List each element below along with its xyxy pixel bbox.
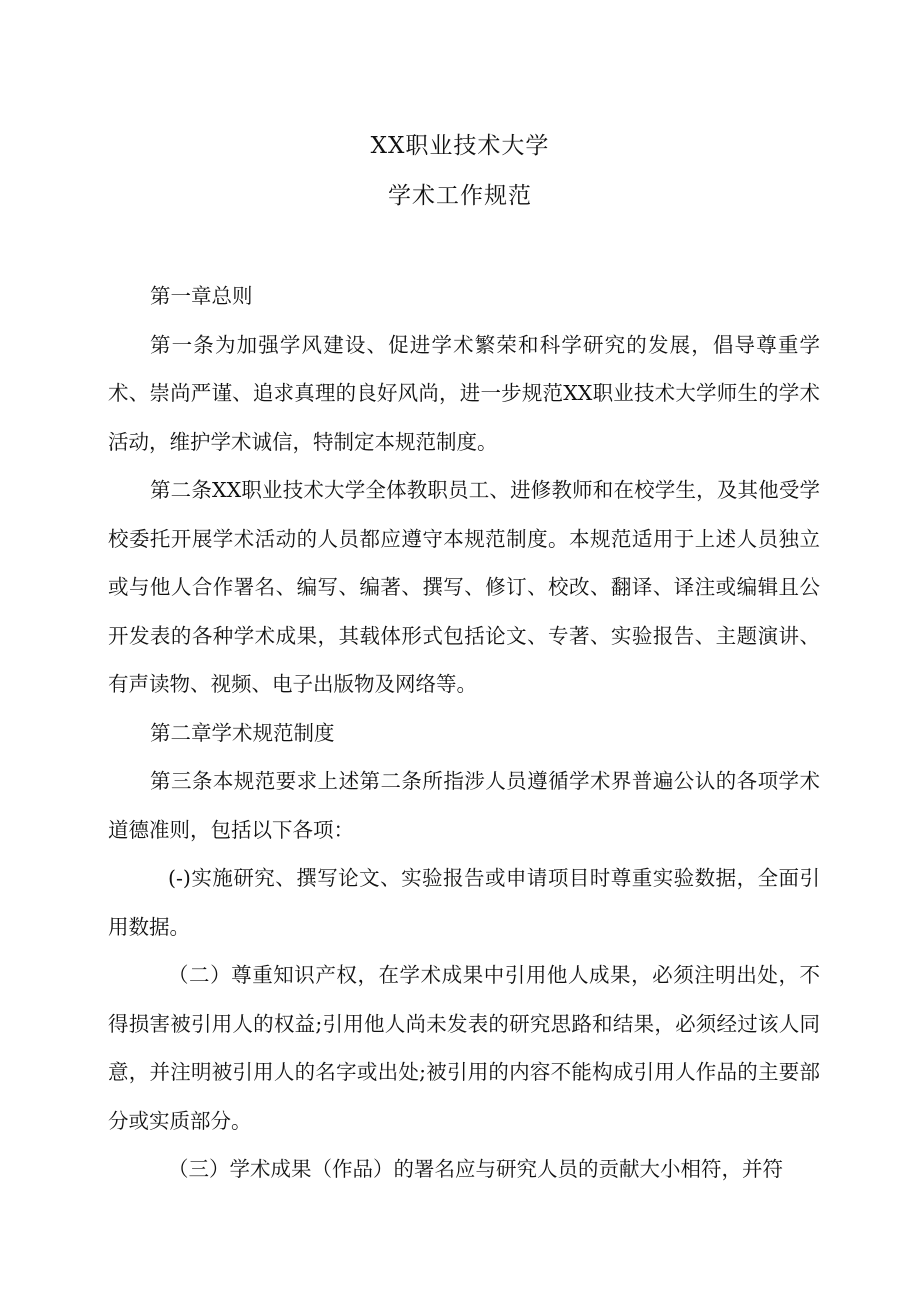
article-paragraph: 第二条XX职业技术大学全体教职员工、进修教师和在校学生，及其他受学校委托开展学术活动的人员都应遵守本规范制度。本规范适用于上述人员独立或与他人合作署名、编写、编著、撰写、修订、校改、翻译、译注或编辑且公开发表的各种学术成果，其载体形式包括论文、专著、实验报告、主题演讲、有声读物、视频、电子出版物及网络等。	[108, 478, 820, 696]
list-item-paragraph: （三）学术成果（作品）的署名应与研究人员的贡献大小相符，并符	[168, 1157, 783, 1181]
article-paragraph: 第三条本规范要求上述第二条所指涉人员遵循学术界普遍公认的各项学术道德准则，包括以下各项：	[108, 769, 820, 842]
article-paragraph: 第一条为加强学风建设、促进学术繁荣和科学研究的发展，倡导尊重学术、崇尚严谨、追求真理的良好风尚，进一步规范XX职业技术大学师生的学术活动，维护学术诚信，特制定本规范制度。	[108, 332, 820, 454]
document-body	[108, 272, 820, 1194]
chapter-heading: 第二章学术规范制度	[150, 720, 335, 745]
document-title-line2: 学术工作规范	[388, 183, 532, 209]
list-item-paragraph: (-)实施研究、撰写论文、实验报告或申请项目时尊重实验数据，全面引用数据。	[108, 866, 820, 939]
list-item-paragraph: （二）尊重知识产权，在学术成果中引用他人成果，必须注明出处，不得损害被引用人的权益;引用他人尚未发表的研究思路和结果，必须经过该人同意，并注明被引用人的名字或出处;被引用的内容不能构成引用人作品的主要部分或实质部分。	[108, 963, 820, 1133]
document-title-line1: XX职业技术大学	[370, 133, 550, 159]
chapter-heading: 第一章总则	[150, 284, 253, 308]
